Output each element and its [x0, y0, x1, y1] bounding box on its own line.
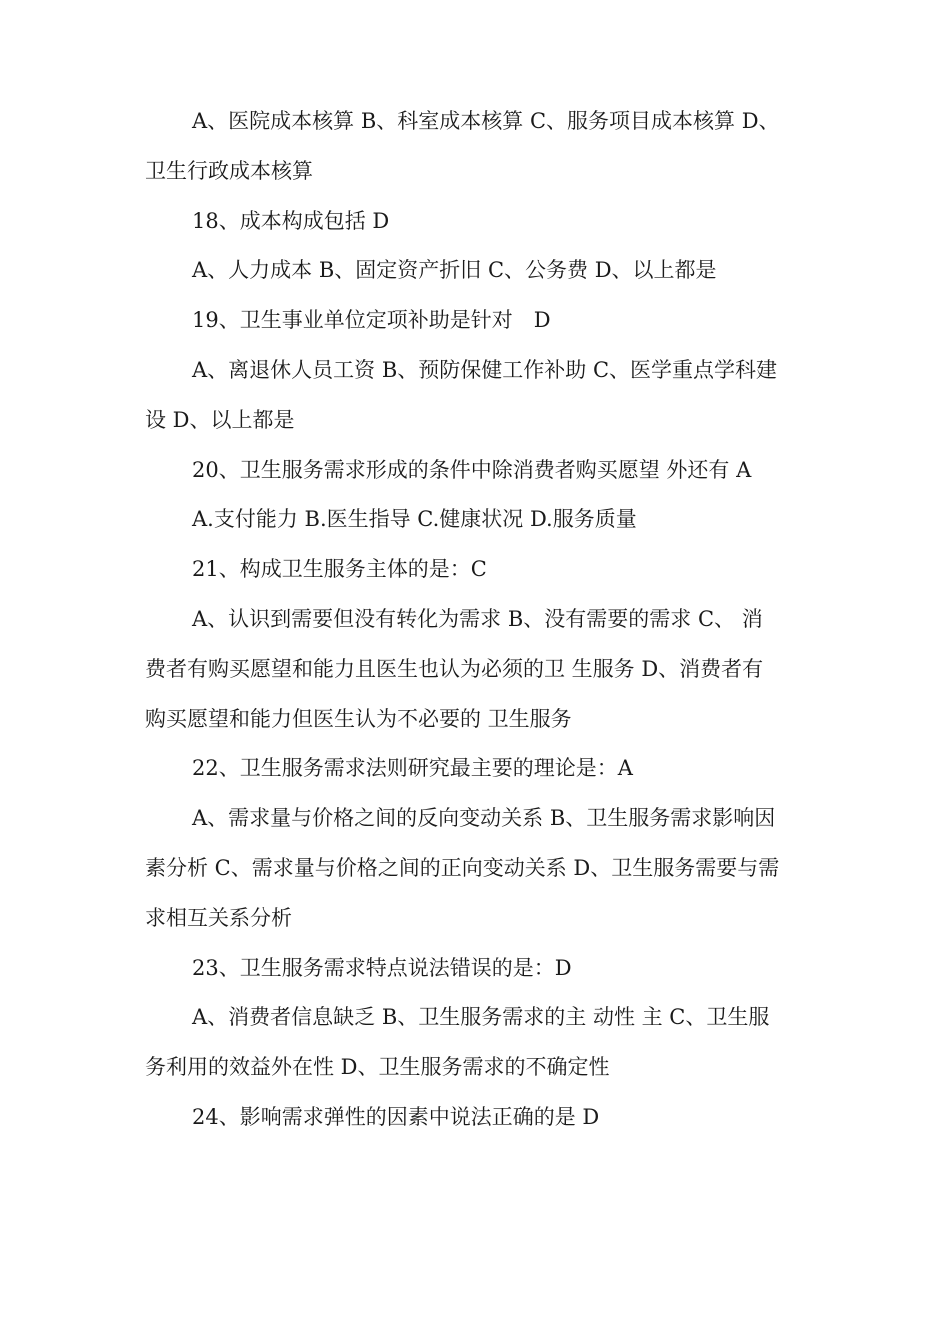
options-line: A、需求量与价格之间的反向变动关系 B、卫生服务需求影响因	[192, 806, 776, 831]
question-line: 24、影响需求弹性的因素中说法正确的是 D	[192, 1104, 600, 1129]
text-line: A、医院成本核算 B、科室成本核算 C、服务项目成本核算 D、	[192, 109, 780, 133]
text-line: 设 D、以上都是	[145, 407, 295, 432]
options-line: A、离退休人员工资 B、预防保健工作补助 C、医学重点学科建	[192, 357, 778, 382]
question-line: 20、卫生服务需求形成的条件中除消费者购买愿望 外还有 A	[192, 457, 752, 482]
document-body	[145, 97, 810, 1143]
text-line: 卫生行政成本核算	[145, 158, 313, 183]
question-line: 23、卫生服务需求特点说法错误的是：D	[192, 955, 572, 980]
text-line: 务利用的效益外在性 D、卫生服务需求的不确定性	[145, 1055, 610, 1080]
text-line: 求相互关系分析	[145, 905, 292, 930]
text-line: 购买愿望和能力但医生认为不必要的 卫生服务	[145, 706, 572, 731]
question-line: 19、卫生事业单位定项补助是针对 D	[192, 308, 551, 333]
question-line: 18、成本构成包括 D	[192, 208, 390, 233]
options-line: A.支付能力 B.医生指导 C.健康状况 D.服务质量	[192, 507, 637, 532]
options-line: A、人力成本 B、固定资产折旧 C、公务费 D、以上都是	[192, 258, 717, 283]
options-line: A、消费者信息缺乏 B、卫生服务需求的主 动性 主 C、卫生服	[192, 1005, 770, 1030]
text-line: 费者有购买愿望和能力且医生也认为必须的卫 生服务 D、消费者有	[145, 656, 764, 681]
options-line: A、认识到需要但没有转化为需求 B、没有需要的需求 C、 消	[192, 606, 763, 631]
question-line: 22、卫生服务需求法则研究最主要的理论是：A	[192, 756, 633, 781]
question-line: 21、构成卫生服务主体的是：C	[192, 557, 487, 582]
text-line: 素分析 C、需求量与价格之间的正向变动关系 D、卫生服务需要与需	[145, 855, 780, 880]
